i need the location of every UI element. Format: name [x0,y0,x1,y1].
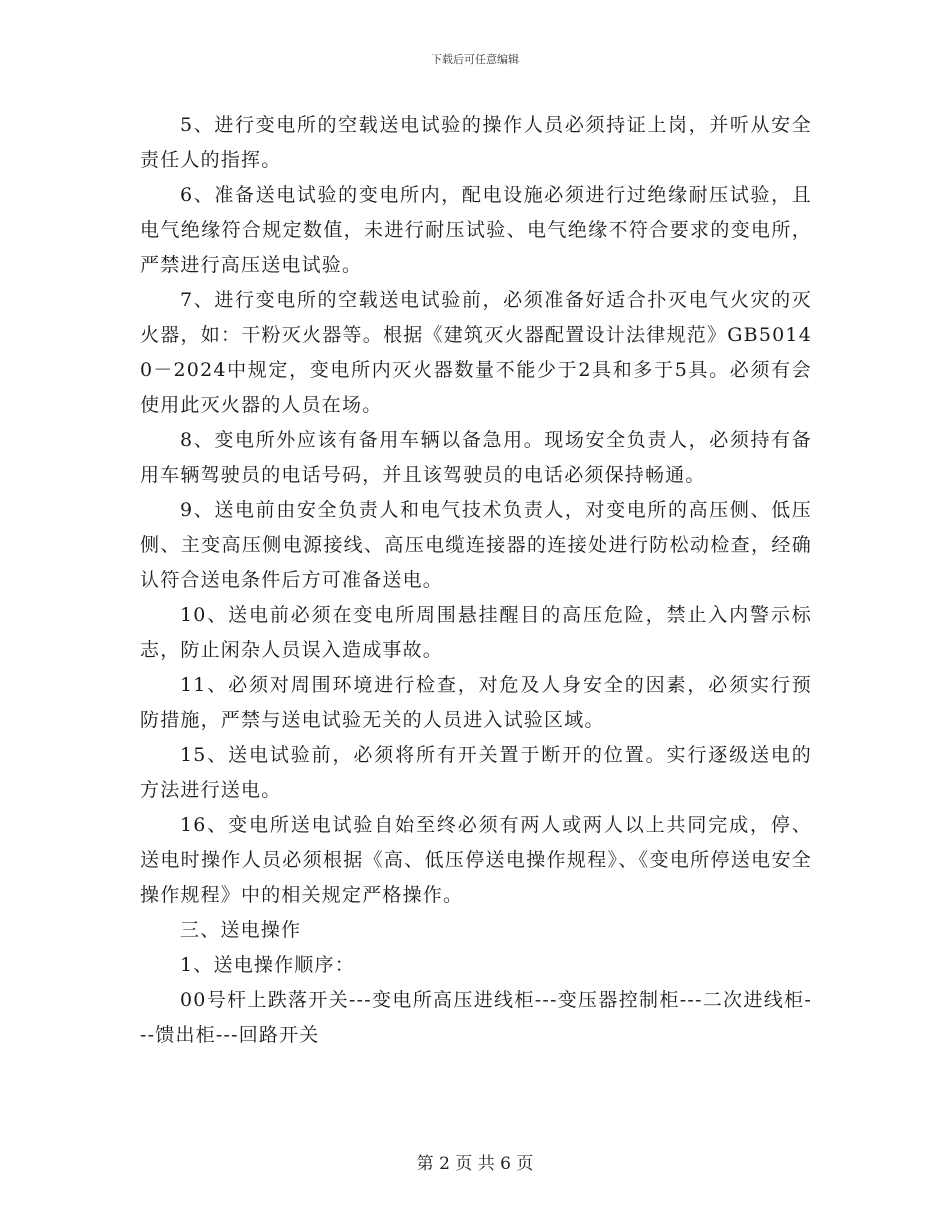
paragraph-item-6: 6、准备送电试验的变电所内，配电设施必须进行过绝缘耐压试验，且电气绝缘符合规定数值，未进行耐压试验、电气绝缘不符合要求的变电所，严禁进行高压送电试验。 [140,184,812,276]
page-number: 第 2 页 共 6 页 [416,1154,534,1174]
operation-sequence: 00号杆上跌落开关---变电所高压进线柜---变压器控制柜---二次进线柜---馈出柜---回路开关 [140,989,812,1046]
paragraph-item-15: 15、送电试验前，必须将所有开关置于断开的位置。实行逐级送电的方法进行送电。 [140,744,812,801]
page-header: 下载后可任意编辑 [431,53,519,66]
paragraph-item-9: 9、送电前由安全负责人和电气技术负责人，对变电所的高压侧、低压侧、主变高压侧电源接线、高压电缆连接器的连接处进行防松动检查，经确认符合送电条件后方可准备送电。 [140,499,812,591]
subsection-heading: 1、送电操作顺序： [180,954,355,976]
document-body [140,108,812,1053]
paragraph-item-16: 16、变电所送电试验自始至终必须有两人或两人以上共同完成，停、送电时操作人员必须根据《高、低压停送电操作规程》、《变电所停送电安全操作规程》中的相关规定严格操作。 [140,814,812,906]
section-heading: 三、送电操作 [180,919,302,941]
paragraph-item-8: 8、变电所外应该有备用车辆以备急用。现场安全负责人，必须持有备用车辆驾驶员的电话号码，并且该驾驶员的电话必须保持畅通。 [140,429,812,486]
paragraph-item-5: 5、进行变电所的空载送电试验的操作人员必须持证上岗，并听从安全责任人的指挥。 [140,114,812,171]
paragraph-item-11: 11、必须对周围环境进行检查，对危及人身安全的因素，必须实行预防措施，严禁与送电试验无关的人员进入试验区域。 [140,674,812,731]
paragraph-item-7: 7、进行变电所的空载送电试验前，必须准备好适合扑灭电气火灾的灭火器，如：干粉灭火器等。根据《建筑灭火器配置设计法律规范》GB50140－2024中规定，变电所内灭火器数量不能少于2具和多于5具。必须有会使用此灭火器的人员在场。 [140,289,812,416]
paragraph-item-10: 10、送电前必须在变电所周围悬挂醒目的高压危险，禁止入内警示标志，防止闲杂人员误入造成事故。 [140,604,812,661]
